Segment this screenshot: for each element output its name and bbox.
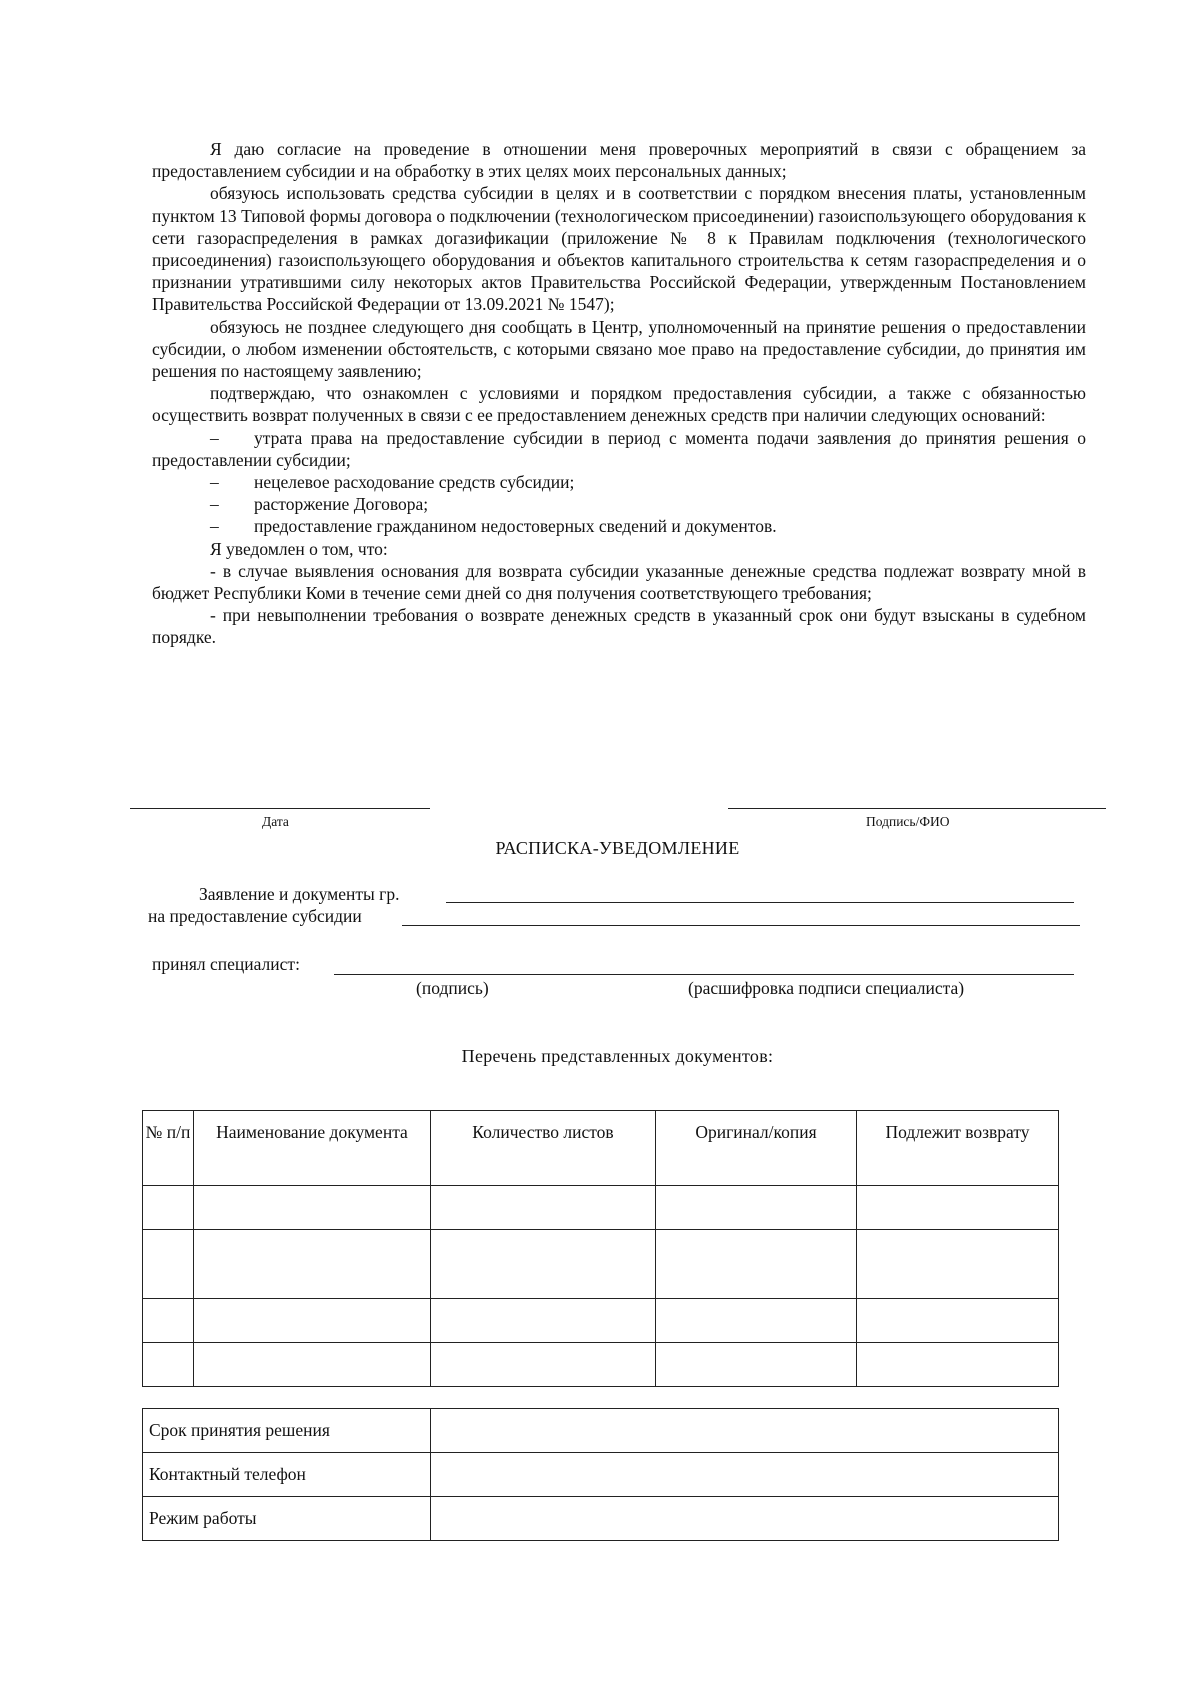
decision-deadline-value[interactable] [431,1409,1059,1453]
date-line[interactable] [130,808,430,809]
table-cell[interactable] [431,1299,656,1343]
column-document-name: Наименование документа [194,1111,431,1186]
table-cell[interactable] [656,1230,857,1299]
signature-hint: (подпись) [416,978,489,998]
signature-label: Подпись/ФИО [866,814,950,829]
paragraph-obligation-notify: обязуюсь не позднее следующего дня сообщать в Центр, уполномоченный на принятие решения о предоставлении субсидии, о любом изменении обстоятельств, с которыми связано мое право на предоставление субсидии, до принятия им решения по настоящему заявлению; [152,316,1086,382]
info-table [142,1408,1059,1541]
working-hours-value[interactable] [431,1497,1059,1541]
paragraph-return-obligation: - в случае выявления основания для возврата субсидии указанные денежные средства подлежат возврату мной в бюджет Республики Коми в течение семи дней со дня получения соответствующего требования; [152,560,1086,604]
table-cell[interactable] [431,1186,656,1230]
info-row-decision-deadline [143,1409,1059,1453]
contact-phone-label: Контактный телефон [143,1453,431,1497]
table-cell[interactable] [431,1343,656,1387]
documents-table [142,1110,1059,1387]
column-returnable: Подлежит возврату [857,1111,1059,1186]
list-item-termination: – расторжение Договора; [210,494,429,515]
table-cell[interactable] [857,1299,1059,1343]
subsidy-label: на предоставление субсидии [148,906,362,926]
table-cell[interactable] [194,1230,431,1299]
list-item-loss-of-right: – утрата права на предоставление субсидии в период с момента подачи заявления до принятия решения о предоставлении субсидии; [152,427,1086,470]
paragraph-court-recovery: - при невыполнении требования о возврате денежных средств в указанный срок они будут взысканы в судебном порядке. [152,605,1086,648]
documents-list-title: Перечень представленных документов: [461,1046,774,1066]
column-number: № п/п [143,1111,194,1186]
table-cell[interactable] [857,1230,1059,1299]
table-cell[interactable] [431,1230,656,1299]
table-header-row [143,1111,1059,1186]
specialist-field[interactable] [334,974,1074,975]
accepted-by-label: принял специалист: [152,954,300,974]
applicant-name-field[interactable] [446,902,1074,903]
table-cell[interactable] [194,1343,431,1387]
decision-deadline-label: Срок принятия решения [143,1409,431,1453]
application-label: Заявление и документы гр. [199,884,400,904]
table-cell[interactable] [143,1299,194,1343]
paragraph-notified: Я уведомлен о том, что: [210,538,388,559]
column-sheet-count: Количество листов [431,1111,656,1186]
table-cell[interactable] [857,1343,1059,1387]
info-row-working-hours [143,1497,1059,1541]
working-hours-label: Режим работы [143,1497,431,1541]
table-cell[interactable] [656,1299,857,1343]
table-row [143,1299,1059,1343]
table-cell[interactable] [194,1186,431,1230]
paragraph-confirmation: подтверждаю, что ознакомлен с условиями и порядком предоставления субсидии, а также с обязанностью осуществить возврат полученных в связи с ее предоставлением денежных средств при наличии следующих оснований: [152,383,1086,426]
receipt-title: РАСПИСКА-УВЕДОМЛЕНИЕ [495,838,740,858]
table-cell[interactable] [143,1186,194,1230]
paragraph-obligation-use: обязуюсь использовать средства субсидии в целях и в соответствии с порядком внесения платы, установленным пунктом 13 Типовой формы договора о подключении (технологическом присоединении) газоиспользующего оборудования к сети газораспределения в рамках догазификации (приложение № 8 к Правилам подключения (технологического присоединения) газоиспользующего оборудования и объектов капитального строительства к сетям газораспределения и о признании утратившими силу некоторых актов Правительства Российской Федерации, утвержденным Постановлением Правительства Российской Федерации от 13.09.2021 № 1547); [152,183,1086,315]
decode-hint: (расшифровка подписи специалиста) [688,978,965,998]
paragraph-consent: Я даю согласие на проведение в отношении меня проверочных мероприятий в связи с обращением за предоставлением субсидии и на обработку в этих целях моих персональных данных; [152,139,1086,182]
table-row [143,1343,1059,1387]
consent-text [152,138,1086,649]
column-original-copy: Оригинал/копия [656,1111,857,1186]
table-cell[interactable] [143,1230,194,1299]
table-cell[interactable] [656,1343,857,1387]
subsidy-field[interactable] [402,925,1080,926]
table-row [143,1186,1059,1230]
table-row [143,1230,1059,1299]
table-cell[interactable] [143,1343,194,1387]
date-label: Дата [262,814,289,829]
signature-line[interactable] [728,808,1106,809]
list-item-false-info: – предоставление гражданином недостоверных сведений и документов. [210,516,777,537]
table-cell[interactable] [656,1186,857,1230]
table-cell[interactable] [857,1186,1059,1230]
table-cell[interactable] [194,1299,431,1343]
info-row-contact-phone [143,1453,1059,1497]
contact-phone-value[interactable] [431,1453,1059,1497]
list-item-misuse: – нецелевое расходование средств субсидии; [210,472,575,493]
